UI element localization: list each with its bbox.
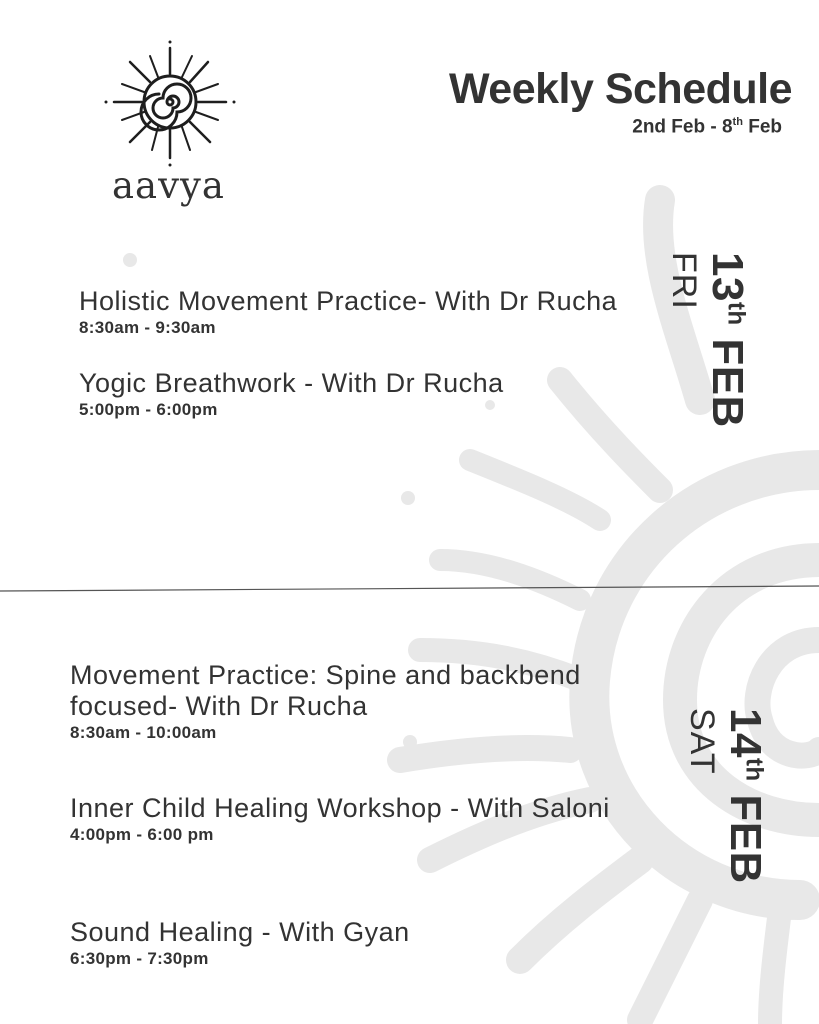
- day-date: [721, 708, 770, 884]
- page-title: Weekly Schedule: [448, 65, 792, 113]
- day-date: [703, 252, 752, 428]
- brand-name: aavya: [112, 164, 225, 207]
- event-time: 8:30am - 9:30am: [79, 318, 216, 337]
- day-date-month: FEB: [721, 781, 770, 884]
- page-subtitle: [632, 116, 782, 138]
- event-time: 8:30am - 10:00am: [70, 723, 217, 742]
- event-item: [79, 286, 617, 338]
- day-weekday: SAT: [683, 708, 721, 775]
- subtitle-end: Feb: [742, 116, 782, 138]
- subtitle-sup: th: [732, 116, 743, 128]
- day-date-num: 14: [721, 708, 770, 758]
- section-divider: [0, 588, 819, 590]
- event-title: Inner Child Healing Workshop - With Saloni: [70, 793, 610, 823]
- event-item: [70, 660, 670, 743]
- day-date-month: FEB: [703, 325, 752, 428]
- event-title: Yogic Breathwork - With Dr Rucha: [79, 368, 504, 398]
- event-time: 4:00pm - 6:00 pm: [70, 825, 214, 844]
- event-time: 5:00pm - 6:00pm: [79, 400, 218, 419]
- day-date-sup: th: [722, 301, 750, 326]
- day-weekday: FRI: [665, 252, 703, 310]
- day-date-num: 13: [703, 252, 752, 302]
- event-title: Sound Healing - With Gyan: [70, 917, 410, 947]
- day-date-sup: th: [740, 757, 768, 782]
- event-item: [79, 368, 504, 420]
- event-title: Holistic Movement Practice- With Dr Rucha: [79, 286, 618, 316]
- event-time: 6:30pm - 7:30pm: [70, 949, 209, 968]
- subtitle-start: 2nd Feb - 8: [632, 116, 733, 138]
- event-item: [70, 917, 410, 969]
- event-item: [70, 793, 630, 845]
- event-title: Movement Practice: Spine and backbend focused- With Dr Rucha: [70, 660, 581, 721]
- day-label-fri: [665, 252, 752, 442]
- day-label-sat: [683, 708, 770, 898]
